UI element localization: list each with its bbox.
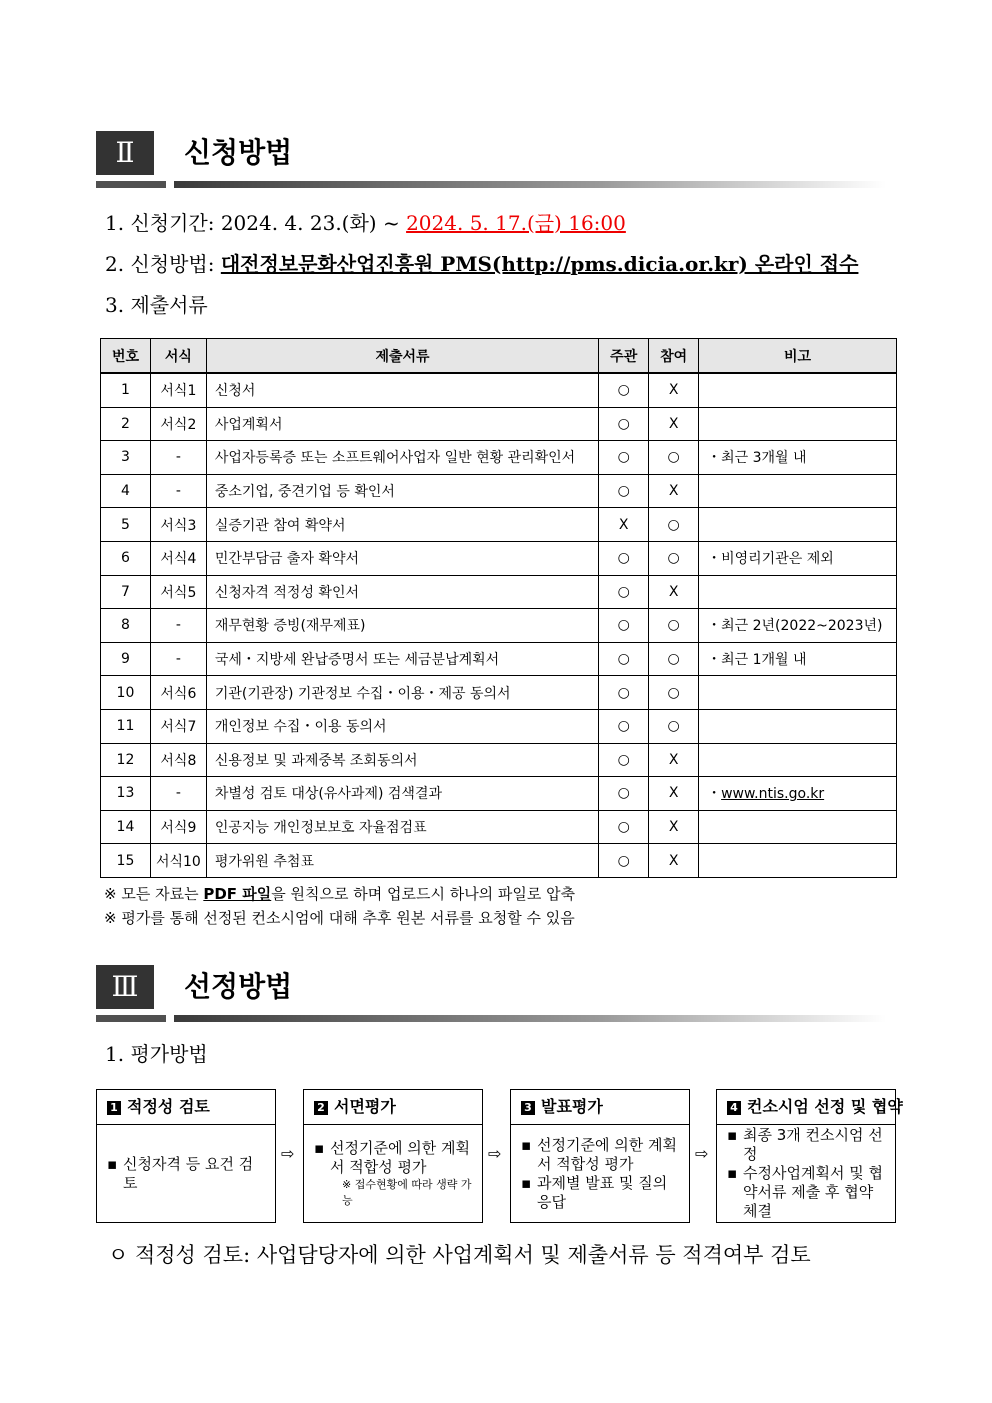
note-2: ※ 평가를 통해 선정된 컨소시엄에 대해 추후 원본 서류를 요청할 수 있음 [104,909,575,927]
row-form: - [150,777,206,811]
row-form: 서식6 [150,676,206,710]
section-divider [96,181,886,188]
section-2-header [96,131,886,191]
deadline: 2024. 5. 17.(금) 16:00 [406,211,626,235]
row-main: ○ [599,474,649,508]
col-doc: 제출서류 [206,339,598,374]
row-note: ・최근 3개월 내 [699,441,897,475]
table-row [101,373,897,407]
row-number: 6 [101,541,151,575]
row-main: ○ [599,642,649,676]
row-document: 평가위원 추첨표 [206,844,598,878]
summary-line: ㅇ 적정성 검토: 사업담당자에 의한 사업계획서 및 제출서류 등 적격여부 검토 [108,1243,811,1267]
step-number-badge: 1 [107,1101,121,1115]
row-number: 1 [101,373,151,407]
row-form: 서식1 [150,373,206,407]
row-participant: ○ [649,676,699,710]
row-document: 차별성 검토 대상(유사과제) 검색결과 [206,777,598,811]
row-document: 개인정보 수집・이용 동의서 [206,709,598,743]
table-row [101,407,897,441]
flow-subnote: ※ 접수현황에 따라 생략 가능 [342,1177,472,1207]
row-participant: X [649,743,699,777]
row-note [699,676,897,710]
row-main: ○ [599,609,649,643]
row-form: - [150,441,206,475]
row-note [699,373,897,407]
right-arrow-icon: ⇨ [488,1144,502,1163]
row-main: ○ [599,541,649,575]
table-row [101,709,897,743]
row-form: 서식10 [150,844,206,878]
table-row [101,810,897,844]
row-participant: X [649,844,699,878]
row-main: ○ [599,844,649,878]
table-row [101,676,897,710]
row-form: 서식4 [150,541,206,575]
row-document: 신청서 [206,373,598,407]
application-method: 2. 신청방법: 대전정보문화산업진흥원 PMS(http://pms.dicia.or.kr) 온라인 접수 [105,252,859,276]
row-main: ○ [599,373,649,407]
row-document: 국세・지방세 완납증명서 또는 세금분납계획서 [206,642,598,676]
col-form: 서식 [150,339,206,374]
row-participant: X [649,474,699,508]
row-form: - [150,474,206,508]
table-row [101,609,897,643]
row-main: ○ [599,777,649,811]
row-main: ○ [599,407,649,441]
row-form: 서식3 [150,508,206,542]
row-document: 신용정보 및 과제중복 조회동의서 [206,743,598,777]
flow-step-body [97,1125,275,1222]
row-number: 10 [101,676,151,710]
row-number: 4 [101,474,151,508]
row-note [699,575,897,609]
table-row [101,474,897,508]
row-number: 5 [101,508,151,542]
section-3-header [96,965,886,1025]
row-main: ○ [599,810,649,844]
col-part: 참여 [649,339,699,374]
row-participant: ○ [649,609,699,643]
row-form: 서식7 [150,709,206,743]
row-number: 9 [101,642,151,676]
application-period: 1. 신청기간: 2024. 4. 23.(화) ~ 2024. 5. 17.(금) 16:00 [105,211,626,235]
row-participant: ○ [649,642,699,676]
table-row [101,508,897,542]
notes [104,882,575,930]
row-note [699,743,897,777]
flow-step-title [717,1090,903,1125]
row-note [699,474,897,508]
row-main: ○ [599,743,649,777]
row-note [699,407,897,441]
row-number: 7 [101,575,151,609]
flow-step-body [717,1125,895,1222]
row-note: ・www.ntis.go.kr [699,777,897,811]
table-row [101,541,897,575]
flow-item: ▪ 과제별 발표 및 질의응답 [521,1174,681,1212]
flow-step-1 [96,1089,276,1223]
flow-item: ▪ 선정기준에 의한 계획서 적합성 평가 [314,1139,474,1177]
row-number: 13 [101,777,151,811]
row-note [699,844,897,878]
flow-step-title [511,1090,689,1125]
step-title-text: 발표평가 [541,1097,603,1116]
flow-step-4 [716,1089,903,1223]
flow-item: ▪ 수정사업계획서 및 협약서류 제출 후 협약체결 [727,1164,887,1221]
row-document: 사업계획서 [206,407,598,441]
row-form: - [150,642,206,676]
section-title: 선정방법 [184,970,293,1003]
row-number: 3 [101,441,151,475]
row-note: ・최근 1개월 내 [699,642,897,676]
documents-table [100,338,897,878]
row-note: ・비영리기관은 제외 [699,541,897,575]
col-main: 주관 [599,339,649,374]
row-number: 8 [101,609,151,643]
flow-item: ▪ 신청자격 등 요건 검토 [107,1155,267,1193]
row-form: 서식5 [150,575,206,609]
section-number: Ⅱ [96,131,154,175]
row-form: 서식9 [150,810,206,844]
row-participant: ○ [649,508,699,542]
row-main: X [599,508,649,542]
flow-item: ▪ 최종 3개 컨소시엄 선정 [727,1126,887,1164]
note-1: ※ 모든 자료는 PDF 파일을 원칙으로 하며 업로드시 하나의 파일로 압축 [104,885,576,903]
row-number: 12 [101,743,151,777]
table-row [101,575,897,609]
section-number: Ⅲ [96,965,154,1009]
flow-step-body [511,1125,689,1222]
row-main: ○ [599,441,649,475]
step-title-text: 서면평가 [334,1097,396,1116]
row-main: ○ [599,676,649,710]
flow-step-title [304,1090,482,1125]
flow-step-title [97,1090,275,1125]
row-form: - [150,609,206,643]
table-row [101,844,897,878]
row-form: 서식2 [150,407,206,441]
row-note: ・최근 2년(2022~2023년) [699,609,897,643]
row-main: ○ [599,709,649,743]
row-participant: X [649,810,699,844]
row-document: 사업자등록증 또는 소프트웨어사업자 일반 현황 관리확인서 [206,441,598,475]
row-participant: ○ [649,541,699,575]
table-row [101,777,897,811]
table-row [101,441,897,475]
row-participant: X [649,407,699,441]
row-document: 인공지능 개인정보보호 자율점검표 [206,810,598,844]
row-note [699,709,897,743]
step-title-text: 컨소시엄 선정 및 협약 [747,1097,903,1116]
flow-step-3 [510,1089,690,1223]
step-number-badge: 2 [314,1101,328,1115]
row-participant: ○ [649,441,699,475]
row-main: ○ [599,575,649,609]
table-row [101,743,897,777]
section-title: 신청방법 [184,136,293,169]
row-participant: X [649,575,699,609]
docs-title: 3. 제출서류 [105,293,208,317]
row-document: 기관(기관장) 기관정보 수집・이용・제공 동의서 [206,676,598,710]
row-participant: ○ [649,709,699,743]
row-number: 11 [101,709,151,743]
row-note [699,508,897,542]
col-note: 비고 [699,339,897,374]
step-number-badge: 4 [727,1101,741,1115]
table-row [101,642,897,676]
flow-step-2 [303,1089,483,1223]
col-no: 번호 [101,339,151,374]
row-note [699,810,897,844]
row-participant: X [649,777,699,811]
section-divider [96,1015,886,1022]
row-document: 재무현황 증빙(재무제표) [206,609,598,643]
row-participant: X [649,373,699,407]
table-header-row [101,339,897,374]
flow-step-body [304,1125,482,1222]
row-document: 신청자격 적정성 확인서 [206,575,598,609]
row-number: 2 [101,407,151,441]
flow-item: ▪ 선정기준에 의한 계획서 적합성 평가 [521,1136,681,1174]
right-arrow-icon: ⇨ [281,1144,295,1163]
row-number: 15 [101,844,151,878]
step-number-badge: 3 [521,1101,535,1115]
row-document: 중소기업, 중견기업 등 확인서 [206,474,598,508]
row-document: 실증기관 참여 확약서 [206,508,598,542]
row-number: 14 [101,810,151,844]
eval-title: 1. 평가방법 [105,1042,208,1066]
row-form: 서식8 [150,743,206,777]
right-arrow-icon: ⇨ [695,1144,709,1163]
method-value: 대전정보문화산업진흥원 PMS(http://pms.dicia.or.kr) 온라인 접수 [220,252,859,276]
row-document: 민간부담금 출자 확약서 [206,541,598,575]
step-title-text: 적정성 검토 [127,1097,210,1116]
